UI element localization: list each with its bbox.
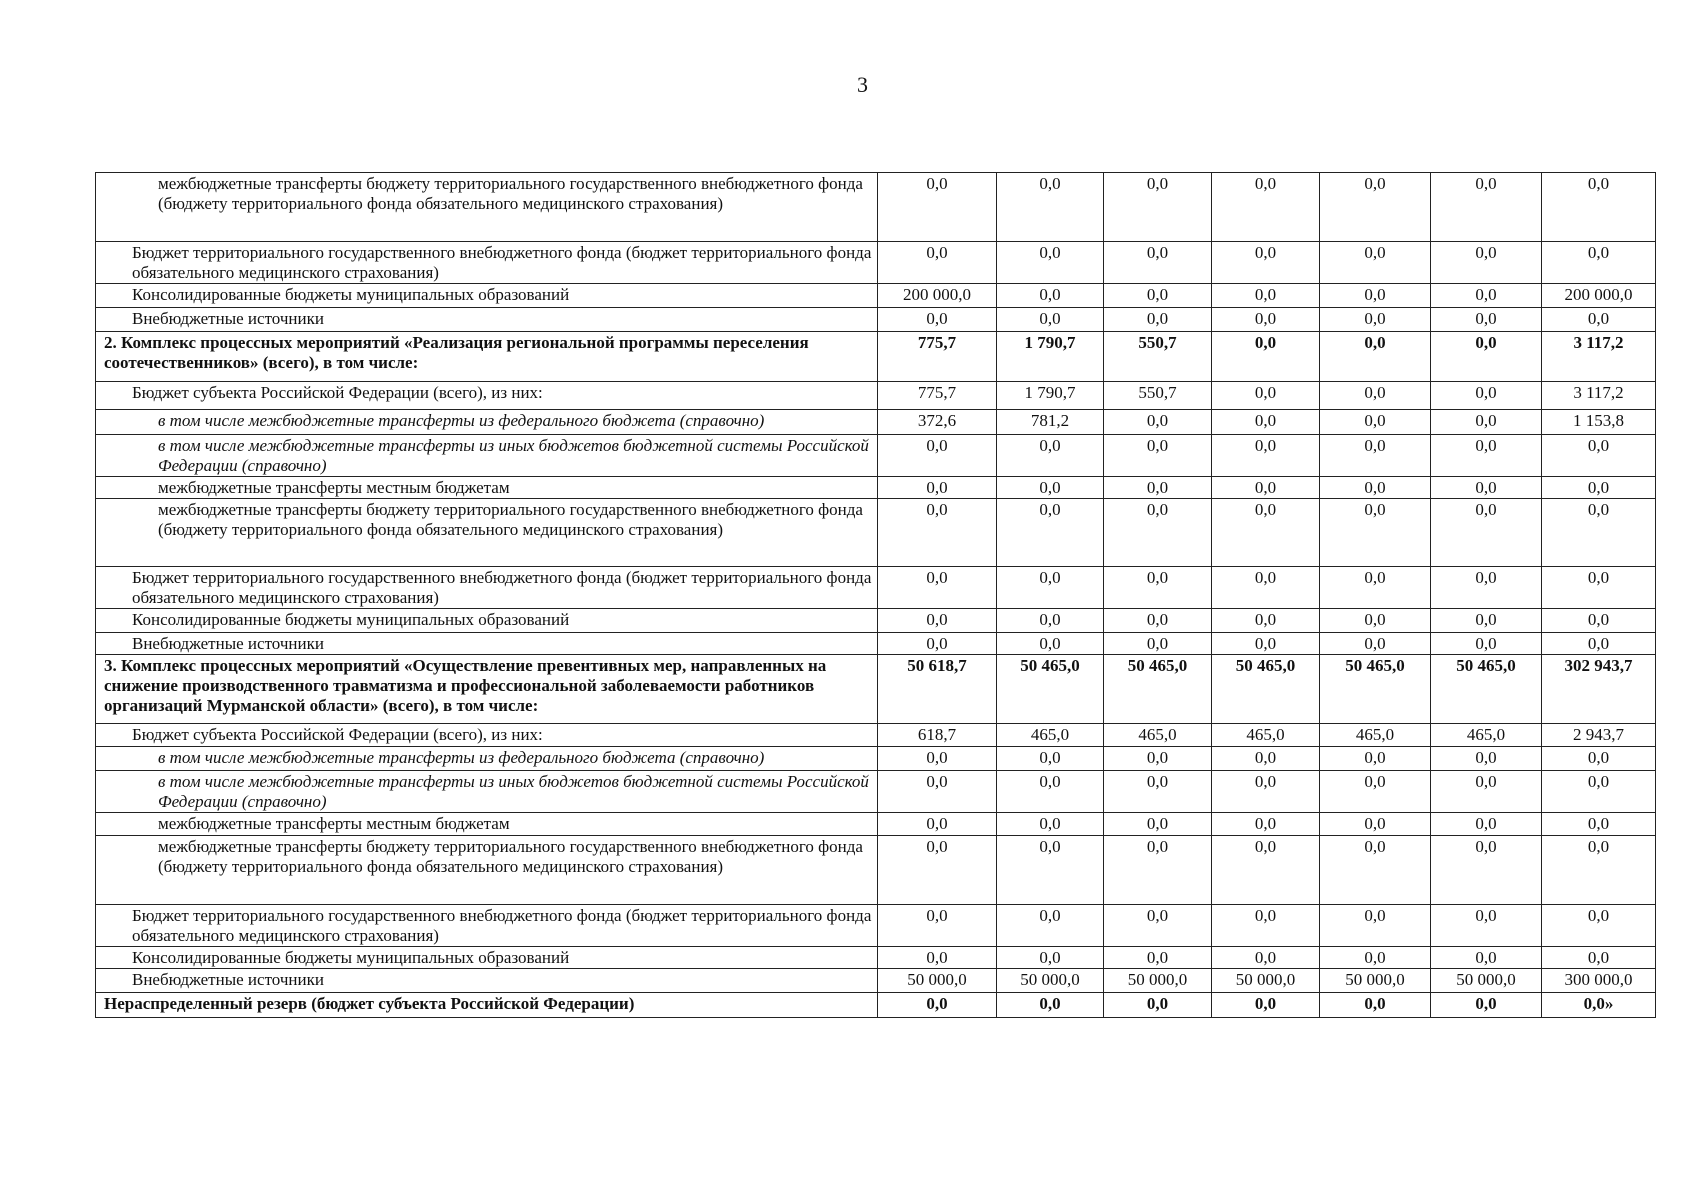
value-cell: 0,0 [997, 435, 1104, 477]
value-cell: 1 153,8 [1542, 410, 1656, 435]
value-cell: 0,0 [1320, 905, 1431, 947]
value-cell: 0,0 [997, 609, 1104, 633]
table-row [96, 242, 1656, 284]
value-cell: 0,0 [1431, 905, 1542, 947]
value-cell: 0,0 [1212, 242, 1320, 284]
value-cell: 775,7 [878, 382, 997, 410]
value-cell: 0,0 [997, 567, 1104, 609]
value-cell: 0,0 [878, 477, 997, 499]
value-cell: 0,0 [878, 993, 997, 1018]
value-cell: 0,0 [1104, 477, 1212, 499]
value-cell: 0,0 [1320, 382, 1431, 410]
row-label: Внебюджетные источники [96, 969, 878, 993]
value-cell: 0,0 [1431, 382, 1542, 410]
value-cell: 0,0 [878, 947, 997, 969]
value-cell: 0,0 [1320, 435, 1431, 477]
value-cell: 550,7 [1104, 332, 1212, 382]
value-cell: 0,0 [1431, 308, 1542, 332]
value-cell: 0,0 [1320, 771, 1431, 813]
value-cell: 0,0 [997, 771, 1104, 813]
value-cell: 0,0 [1212, 435, 1320, 477]
value-cell: 0,0 [1431, 609, 1542, 633]
value-cell: 0,0 [1104, 771, 1212, 813]
value-cell: 0,0 [1212, 609, 1320, 633]
value-cell: 0,0 [997, 173, 1104, 242]
row-label: межбюджетные трансферты бюджету территориального государственного внебюджетного фонда (бюджету территориального фонда обязательного медицинского страхования) [96, 836, 878, 905]
row-label: Внебюджетные источники [96, 308, 878, 332]
value-cell: 0,0 [1431, 332, 1542, 382]
value-cell: 300 000,0 [1542, 969, 1656, 993]
value-cell: 0,0 [997, 747, 1104, 771]
table-row [96, 435, 1656, 477]
value-cell: 3 117,2 [1542, 332, 1656, 382]
row-label: межбюджетные трансферты местным бюджетам [96, 477, 878, 499]
value-cell: 0,0 [1320, 813, 1431, 836]
table-row [96, 382, 1656, 410]
value-cell: 372,6 [878, 410, 997, 435]
value-cell: 0,0 [1431, 173, 1542, 242]
value-cell: 0,0 [1431, 435, 1542, 477]
table-row [96, 813, 1656, 836]
value-cell: 0,0 [1212, 477, 1320, 499]
table-row [96, 477, 1656, 499]
table-row [96, 609, 1656, 633]
value-cell: 0,0 [1542, 435, 1656, 477]
value-cell: 0,0 [1104, 633, 1212, 655]
row-label: в том числе межбюджетные трансферты из федерального бюджета (справочно) [96, 410, 878, 435]
value-cell: 0,0 [1320, 477, 1431, 499]
value-cell: 0,0 [1104, 905, 1212, 947]
value-cell: 0,0 [1104, 499, 1212, 567]
value-cell: 0,0 [1320, 332, 1431, 382]
value-cell: 550,7 [1104, 382, 1212, 410]
value-cell: 302 943,7 [1542, 655, 1656, 724]
value-cell: 465,0 [1320, 724, 1431, 747]
table-row [96, 332, 1656, 382]
value-cell: 0,0 [1542, 633, 1656, 655]
value-cell: 0,0 [997, 813, 1104, 836]
value-cell: 0,0 [1431, 284, 1542, 308]
value-cell: 50 465,0 [1431, 655, 1542, 724]
value-cell: 0,0 [878, 813, 997, 836]
value-cell: 0,0 [997, 284, 1104, 308]
value-cell: 0,0 [878, 308, 997, 332]
value-cell: 0,0 [1431, 747, 1542, 771]
value-cell: 0,0 [1431, 499, 1542, 567]
value-cell: 0,0» [1542, 993, 1656, 1018]
row-label: Внебюджетные источники [96, 633, 878, 655]
value-cell: 0,0 [1431, 836, 1542, 905]
value-cell: 0,0 [1320, 499, 1431, 567]
value-cell: 0,0 [1431, 242, 1542, 284]
row-label: Бюджет территориального государственного внебюджетного фонда (бюджет территориального фонда обязательного медицинского страхования) [96, 567, 878, 609]
budget-table [95, 172, 1656, 1018]
value-cell: 0,0 [1431, 410, 1542, 435]
value-cell: 2 943,7 [1542, 724, 1656, 747]
value-cell: 0,0 [1320, 947, 1431, 969]
value-cell: 0,0 [1431, 813, 1542, 836]
value-cell: 0,0 [1212, 836, 1320, 905]
budget-table-body [96, 173, 1656, 1018]
value-cell: 200 000,0 [878, 284, 997, 308]
value-cell: 0,0 [1542, 771, 1656, 813]
value-cell: 0,0 [1320, 747, 1431, 771]
value-cell: 50 618,7 [878, 655, 997, 724]
value-cell: 0,0 [1104, 947, 1212, 969]
value-cell: 0,0 [1104, 813, 1212, 836]
value-cell: 0,0 [1320, 609, 1431, 633]
table-row [96, 947, 1656, 969]
value-cell: 0,0 [1320, 242, 1431, 284]
value-cell: 0,0 [1212, 499, 1320, 567]
value-cell: 0,0 [878, 771, 997, 813]
row-label: Бюджет территориального государственного внебюджетного фонда (бюджет территориального фонда обязательного медицинского страхования) [96, 242, 878, 284]
table-row [96, 499, 1656, 567]
value-cell: 50 465,0 [1212, 655, 1320, 724]
value-cell: 0,0 [1104, 284, 1212, 308]
value-cell: 0,0 [1212, 382, 1320, 410]
value-cell: 0,0 [1431, 477, 1542, 499]
row-label: в том числе межбюджетные трансферты из иных бюджетов бюджетной системы Российской Федерации (справочно) [96, 435, 878, 477]
value-cell: 465,0 [997, 724, 1104, 747]
value-cell: 50 000,0 [997, 969, 1104, 993]
value-cell: 0,0 [878, 242, 997, 284]
value-cell: 618,7 [878, 724, 997, 747]
value-cell: 0,0 [1104, 435, 1212, 477]
table-row [96, 905, 1656, 947]
value-cell: 0,0 [1542, 242, 1656, 284]
value-cell: 781,2 [997, 410, 1104, 435]
value-cell: 0,0 [1320, 173, 1431, 242]
value-cell: 50 000,0 [1320, 969, 1431, 993]
value-cell: 0,0 [1542, 813, 1656, 836]
table-row [96, 633, 1656, 655]
value-cell: 0,0 [1104, 836, 1212, 905]
value-cell: 0,0 [878, 567, 997, 609]
row-label: Нераспределенный резерв (бюджет субъекта Российской Федерации) [96, 993, 878, 1018]
value-cell: 0,0 [997, 993, 1104, 1018]
value-cell: 0,0 [1212, 567, 1320, 609]
value-cell: 775,7 [878, 332, 997, 382]
value-cell: 0,0 [1212, 771, 1320, 813]
table-row [96, 724, 1656, 747]
value-cell: 0,0 [1104, 567, 1212, 609]
row-label: в том числе межбюджетные трансферты из иных бюджетов бюджетной системы Российской Федерации (справочно) [96, 771, 878, 813]
value-cell: 0,0 [1542, 477, 1656, 499]
table-row [96, 655, 1656, 724]
value-cell: 0,0 [1320, 836, 1431, 905]
value-cell: 0,0 [1542, 609, 1656, 633]
row-label: Бюджет территориального государственного внебюджетного фонда (бюджет территориального фонда обязательного медицинского страхования) [96, 905, 878, 947]
value-cell: 0,0 [1212, 332, 1320, 382]
row-label: Бюджет субъекта Российской Федерации (всего), из них: [96, 382, 878, 410]
value-cell: 1 790,7 [997, 382, 1104, 410]
value-cell: 3 117,2 [1542, 382, 1656, 410]
value-cell: 0,0 [1104, 410, 1212, 435]
value-cell: 465,0 [1212, 724, 1320, 747]
value-cell: 0,0 [878, 609, 997, 633]
value-cell: 0,0 [1104, 609, 1212, 633]
value-cell: 0,0 [1431, 567, 1542, 609]
row-label: Бюджет субъекта Российской Федерации (всего), из них: [96, 724, 878, 747]
value-cell: 50 465,0 [1104, 655, 1212, 724]
value-cell: 0,0 [1542, 905, 1656, 947]
value-cell: 0,0 [1542, 499, 1656, 567]
value-cell: 50 465,0 [997, 655, 1104, 724]
table-row [96, 567, 1656, 609]
value-cell: 0,0 [1320, 410, 1431, 435]
value-cell: 0,0 [878, 173, 997, 242]
value-cell: 0,0 [1431, 993, 1542, 1018]
value-cell: 0,0 [1320, 633, 1431, 655]
row-label: 3. Комплекс процессных мероприятий «Осуществление превентивных мер, направленных на снижение производственного травматизма и профессиональной заболеваемости работников организаций Мурманской области» (всего), в том числе: [96, 655, 878, 724]
value-cell: 0,0 [1104, 173, 1212, 242]
value-cell: 0,0 [1542, 308, 1656, 332]
table-row [96, 308, 1656, 332]
value-cell: 0,0 [1542, 747, 1656, 771]
value-cell: 0,0 [1431, 947, 1542, 969]
row-label: межбюджетные трансферты бюджету территориального государственного внебюджетного фонда (бюджету территориального фонда обязательного медицинского страхования) [96, 499, 878, 567]
value-cell: 0,0 [1542, 173, 1656, 242]
row-label: в том числе межбюджетные трансферты из федерального бюджета (справочно) [96, 747, 878, 771]
value-cell: 0,0 [1212, 905, 1320, 947]
value-cell: 0,0 [878, 633, 997, 655]
value-cell: 0,0 [1212, 173, 1320, 242]
value-cell: 0,0 [1212, 633, 1320, 655]
value-cell: 0,0 [997, 477, 1104, 499]
value-cell: 50 465,0 [1320, 655, 1431, 724]
value-cell: 0,0 [1212, 947, 1320, 969]
table-row [96, 747, 1656, 771]
table-row [96, 771, 1656, 813]
row-label: межбюджетные трансферты местным бюджетам [96, 813, 878, 836]
row-label: Консолидированные бюджеты муниципальных образований [96, 947, 878, 969]
table-row [96, 993, 1656, 1018]
value-cell: 0,0 [1542, 567, 1656, 609]
row-label: Консолидированные бюджеты муниципальных образований [96, 284, 878, 308]
value-cell: 0,0 [997, 242, 1104, 284]
row-label: Консолидированные бюджеты муниципальных образований [96, 609, 878, 633]
value-cell: 0,0 [1212, 410, 1320, 435]
value-cell: 0,0 [997, 947, 1104, 969]
value-cell: 50 000,0 [1104, 969, 1212, 993]
value-cell: 0,0 [1212, 308, 1320, 332]
value-cell: 0,0 [1320, 993, 1431, 1018]
value-cell: 1 790,7 [997, 332, 1104, 382]
value-cell: 50 000,0 [1431, 969, 1542, 993]
value-cell: 0,0 [878, 499, 997, 567]
value-cell: 0,0 [878, 905, 997, 947]
value-cell: 0,0 [1320, 284, 1431, 308]
value-cell: 0,0 [1431, 633, 1542, 655]
value-cell: 0,0 [878, 435, 997, 477]
value-cell: 0,0 [878, 836, 997, 905]
table-row [96, 410, 1656, 435]
table-row [96, 173, 1656, 242]
value-cell: 0,0 [1104, 747, 1212, 771]
value-cell: 0,0 [1212, 284, 1320, 308]
value-cell: 0,0 [1320, 308, 1431, 332]
value-cell: 50 000,0 [1212, 969, 1320, 993]
value-cell: 465,0 [1104, 724, 1212, 747]
value-cell: 0,0 [878, 747, 997, 771]
value-cell: 0,0 [1104, 242, 1212, 284]
value-cell: 0,0 [1212, 813, 1320, 836]
value-cell: 465,0 [1431, 724, 1542, 747]
value-cell: 0,0 [997, 905, 1104, 947]
table-row [96, 969, 1656, 993]
value-cell: 0,0 [1542, 836, 1656, 905]
value-cell: 0,0 [1431, 771, 1542, 813]
value-cell: 200 000,0 [1542, 284, 1656, 308]
value-cell: 0,0 [997, 499, 1104, 567]
value-cell: 0,0 [1104, 993, 1212, 1018]
row-label: 2. Комплекс процессных мероприятий «Реализация региональной программы переселения соотечественников» (всего), в том числе: [96, 332, 878, 382]
value-cell: 0,0 [1212, 747, 1320, 771]
value-cell: 0,0 [997, 308, 1104, 332]
value-cell: 0,0 [997, 633, 1104, 655]
value-cell: 0,0 [1320, 567, 1431, 609]
page-number: 3 [857, 72, 868, 97]
value-cell: 0,0 [1104, 308, 1212, 332]
value-cell: 50 000,0 [878, 969, 997, 993]
value-cell: 0,0 [1542, 947, 1656, 969]
table-row [96, 284, 1656, 308]
value-cell: 0,0 [1212, 993, 1320, 1018]
value-cell: 0,0 [997, 836, 1104, 905]
row-label: межбюджетные трансферты бюджету территориального государственного внебюджетного фонда (бюджету территориального фонда обязательного медицинского страхования) [96, 173, 878, 242]
table-row [96, 836, 1656, 905]
